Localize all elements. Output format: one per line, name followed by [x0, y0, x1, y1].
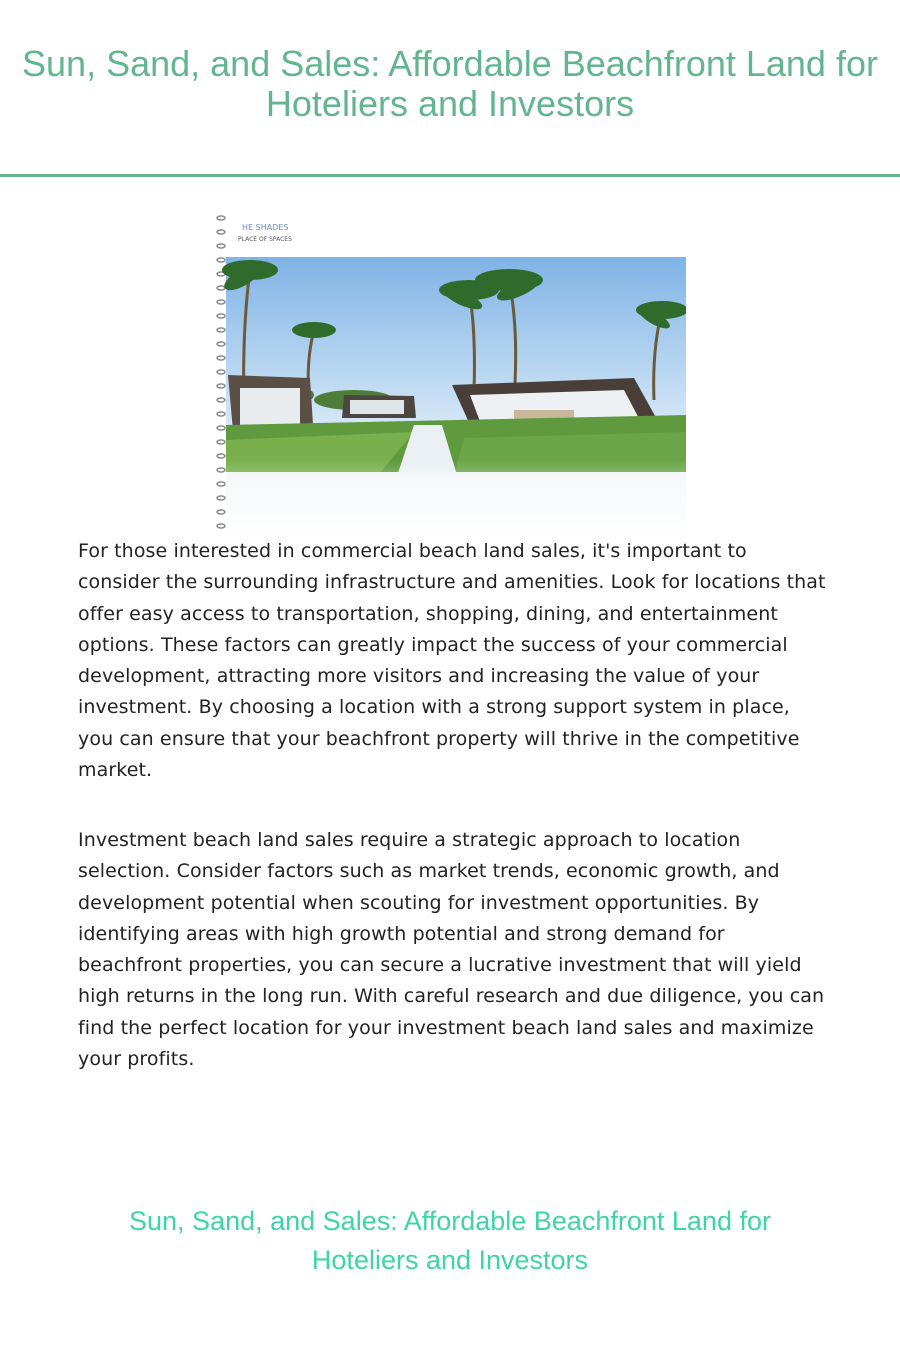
hero-image [214, 210, 686, 536]
hero-caption-2: PLACE OF SPACES [238, 236, 292, 243]
article-paragraph-1: For those interested in commercial beach land sales, it's important to consider the surrounding infrastructure and amenities. Look for locations that offer easy access to transportation, shopping, dining, and entertainment options. These factors can greatly impact the success of your commercial development, attracting more visitors and increasing the value of your investment. By choosing a location with a strong support system in place, you can ensure that your beachfront property will thrive in the competitive market. [78, 540, 826, 782]
spiral-binding [216, 210, 226, 536]
article-paragraph-2: Investment beach land sales require a strategic approach to location selection. Consider factors such as market trends, economic growth, and development potential when scouting for investment opportunities. By identifying areas with high growth potential and strong demand for beachfront properties, you can secure a lucrative investment that will yield high returns in the long run. With careful research and due diligence, you can find the perfect location for your investment beach land sales and maximize your profits. [78, 829, 825, 1071]
footer-title: Sun, Sand, and Sales: Affordable Beachfront Land for Hoteliers and Investors [129, 1206, 771, 1275]
title-divider [0, 174, 900, 177]
hero-caption-1: HE SHADES [242, 223, 289, 232]
page-title: Sun, Sand, and Sales: Affordable Beachfront Land for Hoteliers and Investors [22, 43, 878, 124]
